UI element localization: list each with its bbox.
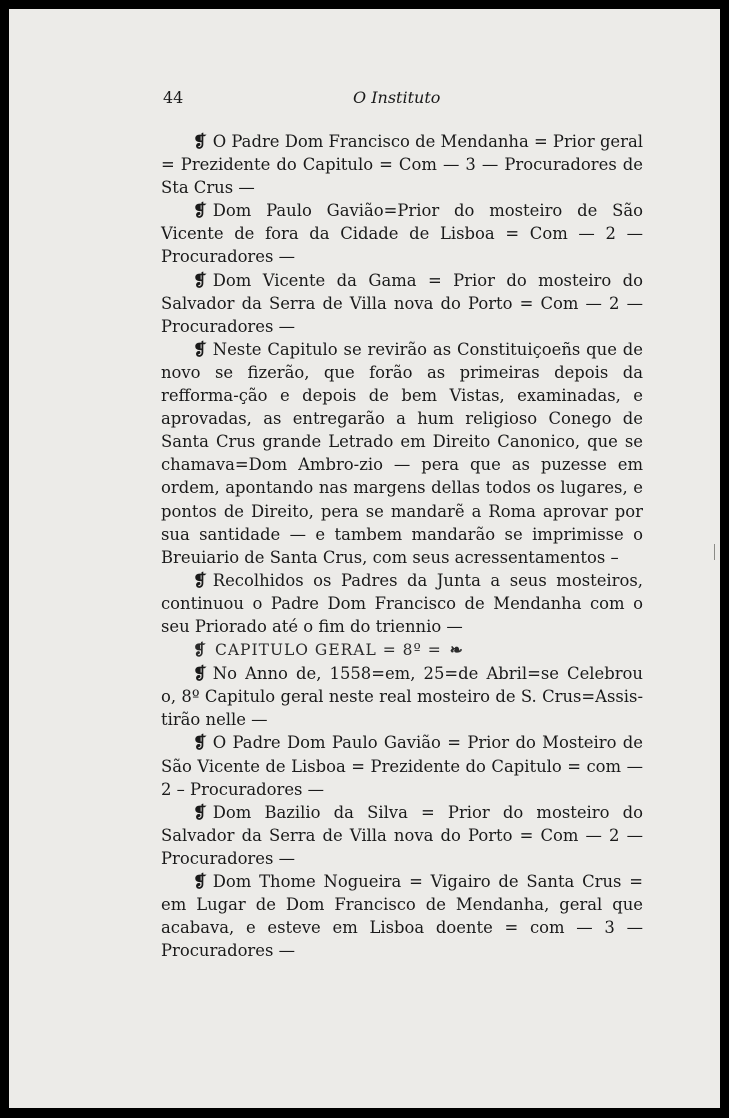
- page-header: [163, 88, 463, 112]
- chapter-heading: [161, 638, 643, 662]
- paragraph: ❡ Dom Bazilio da Silva = Prior do mosteiro do Salvador da Serra de Villa nova do Porto = Com — 2 — Procuradores —: [161, 802, 643, 868]
- pilcrow-icon: ❡: [193, 664, 207, 684]
- pilcrow-icon: ❡: [193, 339, 207, 359]
- page-number: 44: [163, 88, 184, 107]
- pilcrow-icon: ❡: [193, 201, 207, 221]
- page-fold-mark: [714, 544, 715, 560]
- chapter-title: CAPITULO GERAL = 8º =: [215, 641, 442, 660]
- pilcrow-icon: ❡: [193, 802, 207, 822]
- pilcrow-icon: ❡: [193, 270, 207, 290]
- paragraph: ❡ Dom Paulo Gavião=Prior do mosteiro de São Vicente de fora da Cidade de Lisboa = Com — 2 — Procuradores —: [161, 201, 643, 267]
- pilcrow-icon: ❡: [193, 733, 207, 753]
- running-title: O Instituto: [353, 88, 441, 107]
- pilcrow-icon: ❡: [193, 132, 207, 151]
- paragraph: ❡ No Anno de, 1558=em, 25=de Abril=se Celebrou o, 8º Capitulo geral neste real mosteiro de S. Crus=Assis-tirão nelle —: [161, 664, 643, 730]
- body-text: [161, 130, 643, 962]
- chapter-close-icon: ❧: [449, 640, 464, 660]
- paragraph: ❡ O Padre Dom Francisco de Mendanha = Prior geral = Prezidente do Capitulo = Com — 3 — Procuradores de Sta Crus —: [161, 132, 643, 198]
- paragraph: ❡ Neste Capitulo se revirão as Constituiçoeñs que de novo se fizerão, que forão as primeiras depois da refforma-ção e depois de bem Vistas, examinadas, e aprovadas, as entregarão a hum religioso Conego de Santa Crus grande Letrado em Direito Canonico, que se chamava=Dom Ambro-zio — pera que as puzesse em ordem, apontando nas margens dellas todos os lugares, e pontos de Direito, pera se mandarẽ a Roma aprovar por sua santidade — e tambem mandarão se imprimisse o Breuiario de Santa Crus, com seus acressentamentos –: [161, 339, 643, 567]
- paragraph: ❡ O Padre Dom Paulo Gavião = Prior do Mosteiro de São Vicente de Lisboa = Prezidente do Capitulo = com — 2 – Procuradores —: [161, 733, 643, 799]
- pilcrow-icon: ❡: [193, 872, 207, 891]
- paragraph: ❡ Dom Vicente da Gama = Prior do mosteiro do Salvador da Serra de Villa nova do Porto = Com — 2 — Procuradores —: [161, 270, 643, 336]
- pilcrow-icon: ❡: [193, 640, 207, 660]
- paragraph: ❡ Recolhidos os Padres da Junta a seus mosteiros, continuou o Padre Dom Francisco de Mendanha com o seu Priorado até o fim do triennio —: [161, 570, 643, 636]
- book-page: [9, 9, 720, 1108]
- pilcrow-icon: ❡: [193, 570, 207, 590]
- paragraph: ❡ Dom Thome Nogueira = Vigairo de Santa Crus = em Lugar de Dom Francisco de Mendanha, geral que acabava, e esteve em Lisboa doente = com — 3 — Procuradores —: [161, 872, 643, 961]
